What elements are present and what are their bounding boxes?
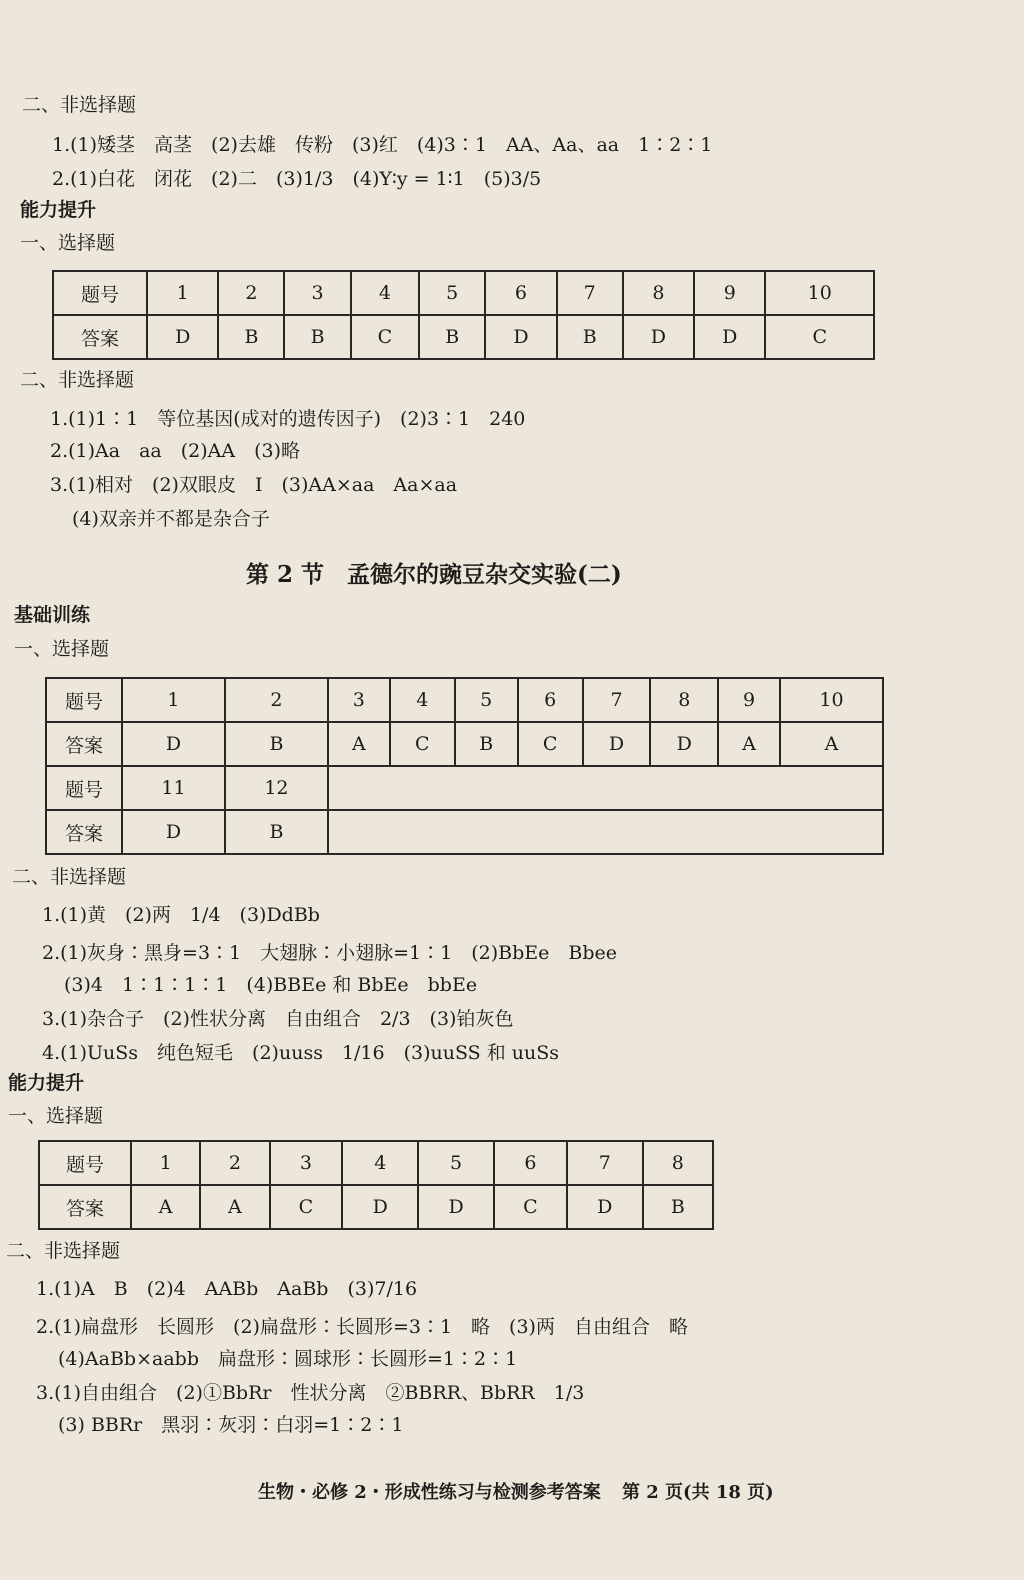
question-number: 6 <box>485 271 556 315</box>
nonchoice-heading-2: 二、非选择题 <box>12 866 127 888</box>
table-row-numbers <box>46 678 883 722</box>
choice-heading-1: 一、选择题 <box>20 232 116 254</box>
answer-table-ability1 <box>52 270 875 360</box>
section-title: 第 2 节 孟德尔的豌豆杂交实验(二) <box>246 561 622 588</box>
answer-table-ability2 <box>38 1140 714 1230</box>
answer-cell: A <box>200 1185 269 1229</box>
table-row-numbers <box>53 271 874 315</box>
table-row-answers <box>46 722 883 766</box>
table-row-answers <box>53 315 874 359</box>
table-row-answers <box>46 810 883 854</box>
answer-cell: B <box>225 722 328 766</box>
answer-cell: C <box>518 722 583 766</box>
question-number: 8 <box>650 678 718 722</box>
answer-line: (3)4 1∶1∶1∶1 (4)BBEe 和 BbEe bbEe <box>64 974 478 996</box>
answer-line: 1.(1)矮茎 高茎 (2)去雄 传粉 (3)红 (4)3∶1 AA、Aa、aa 1∶2∶1 <box>52 134 713 156</box>
answer-cell: D <box>694 315 765 359</box>
answer-cell: B <box>284 315 350 359</box>
question-number: 5 <box>418 1141 494 1185</box>
question-number: 7 <box>583 678 651 722</box>
row-label-a: 答案 <box>46 722 122 766</box>
row-label-q: 题号 <box>53 271 147 315</box>
row-label-q: 题号 <box>46 766 122 810</box>
answer-cell: D <box>583 722 651 766</box>
answer-cell: C <box>390 722 455 766</box>
empty-cell <box>328 766 883 810</box>
question-number: 10 <box>780 678 883 722</box>
nonchoice-heading-3: 二、非选择题 <box>6 1240 121 1262</box>
answer-line: 3.(1)自由组合 (2)①BbRr 性状分离 ②BBRR、BbRR 1/3 <box>36 1382 585 1404</box>
row-label-a: 答案 <box>39 1185 131 1229</box>
question-number: 2 <box>225 678 328 722</box>
question-number: 3 <box>284 271 350 315</box>
answer-cell: D <box>342 1185 418 1229</box>
question-number: 1 <box>122 678 225 722</box>
answer-cell: D <box>567 1185 643 1229</box>
row-label-q: 题号 <box>39 1141 131 1185</box>
answer-line: (3) BBRr 黑羽∶灰羽∶白羽=1∶2∶1 <box>58 1414 404 1436</box>
answer-line: 4.(1)UuSs 纯色短毛 (2)uuss 1/16 (3)uuSS 和 uuSs <box>42 1042 560 1064</box>
answer-line: 2.(1)灰身∶黑身=3∶1 大翅脉∶小翅脉=1∶1 (2)BbEe Bbee <box>42 942 618 964</box>
row-label-a: 答案 <box>46 810 122 854</box>
question-number: 4 <box>390 678 455 722</box>
answer-cell: B <box>225 810 328 854</box>
answer-line: 2.(1)Aa aa (2)AA (3)略 <box>50 440 301 462</box>
question-number: 5 <box>455 678 518 722</box>
answer-cell: D <box>623 315 694 359</box>
row-label-q: 题号 <box>46 678 122 722</box>
table-row-numbers <box>46 766 883 810</box>
answer-cell: D <box>147 315 218 359</box>
answer-cell: A <box>131 1185 200 1229</box>
ability-heading-1: 能力提升 <box>20 199 97 221</box>
answer-cell: A <box>328 722 390 766</box>
nonchoice-heading-top: 二、非选择题 <box>22 94 137 116</box>
question-number: 7 <box>567 1141 643 1185</box>
answer-cell: D <box>122 722 225 766</box>
question-number: 10 <box>765 271 874 315</box>
question-number: 6 <box>518 678 583 722</box>
answer-line: 1.(1)黄 (2)两 1/4 (3)DdBb <box>42 904 320 926</box>
question-number: 6 <box>494 1141 567 1185</box>
question-number: 9 <box>694 271 765 315</box>
table-row-answers <box>39 1185 713 1229</box>
choice-heading-3: 一、选择题 <box>8 1105 104 1127</box>
nonchoice-heading-1: 二、非选择题 <box>20 369 135 391</box>
answer-line: (4)双亲并不都是杂合子 <box>72 508 270 530</box>
answer-cell: B <box>419 315 485 359</box>
answer-cell: A <box>718 722 780 766</box>
answer-cell: D <box>418 1185 494 1229</box>
footer-book-title: 生物・必修 2・形成性练习与检测参考答案 <box>258 1482 601 1503</box>
question-number: 3 <box>270 1141 343 1185</box>
question-number: 7 <box>557 271 623 315</box>
answer-cell: C <box>351 315 420 359</box>
answer-line: 3.(1)相对 (2)双眼皮 Ⅰ (3)AA×aa Aa×aa <box>50 474 458 496</box>
question-number: 2 <box>200 1141 269 1185</box>
question-number: 9 <box>718 678 780 722</box>
answer-line: 3.(1)杂合子 (2)性状分离 自由组合 2/3 (3)铂灰色 <box>42 1008 514 1030</box>
question-number: 2 <box>218 271 284 315</box>
question-number: 11 <box>122 766 225 810</box>
answer-cell: B <box>557 315 623 359</box>
question-number: 1 <box>147 271 218 315</box>
answer-cell: B <box>455 722 518 766</box>
table-row-numbers <box>39 1141 713 1185</box>
answer-cell: B <box>218 315 284 359</box>
answer-line: 2.(1)扁盘形 长圆形 (2)扁盘形∶长圆形=3∶1 略 (3)两 自由组合 略 <box>36 1316 688 1338</box>
basic-heading: 基础训练 <box>14 604 91 626</box>
answer-cell: C <box>494 1185 567 1229</box>
question-number: 1 <box>131 1141 200 1185</box>
question-number: 8 <box>643 1141 713 1185</box>
answer-line: 1.(1)A B (2)4 AABb AaBb (3)7/16 <box>36 1278 418 1300</box>
choice-heading-2: 一、选择题 <box>14 638 110 660</box>
row-label-a: 答案 <box>53 315 147 359</box>
answer-cell: B <box>643 1185 713 1229</box>
answer-line: 1.(1)1∶1 等位基因(成对的遗传因子) (2)3∶1 240 <box>50 408 526 430</box>
answer-line: 2.(1)白花 闭花 (2)二 (3)1/3 (4)Y∶y = 1∶1 (5)3/5 <box>52 168 542 190</box>
answer-table-basic <box>45 677 884 855</box>
empty-cell <box>328 810 883 854</box>
question-number: 3 <box>328 678 390 722</box>
answer-cell: D <box>650 722 718 766</box>
question-number: 4 <box>342 1141 418 1185</box>
answer-cell: C <box>270 1185 343 1229</box>
question-number: 12 <box>225 766 328 810</box>
answer-cell: C <box>765 315 874 359</box>
question-number: 4 <box>351 271 420 315</box>
footer-page-number: 第 2 页(共 18 页) <box>622 1482 774 1503</box>
question-number: 5 <box>419 271 485 315</box>
answer-cell: D <box>485 315 556 359</box>
answer-cell: D <box>122 810 225 854</box>
ability-heading-2: 能力提升 <box>8 1072 85 1094</box>
answer-line: (4)AaBb×aabb 扁盘形∶圆球形∶长圆形=1∶2∶1 <box>58 1348 518 1370</box>
question-number: 8 <box>623 271 694 315</box>
answer-cell: A <box>780 722 883 766</box>
